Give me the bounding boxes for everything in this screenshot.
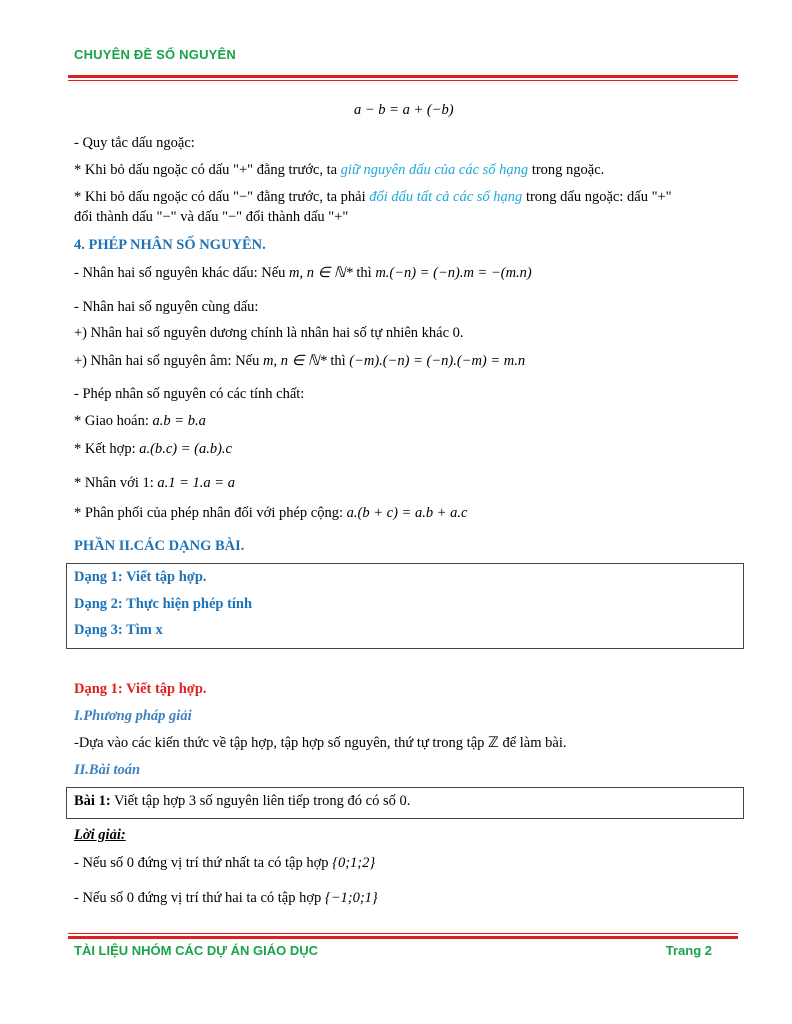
multiply-negative (74, 352, 525, 372)
formula-subtraction: a − b = a + (−b) (354, 102, 454, 118)
type-item: Dạng 2: Thực hiện phép tính (74, 596, 253, 612)
text: trong ngoặc. (528, 162, 605, 178)
footer-rule (68, 936, 738, 939)
text: * Khi bỏ dấu ngoặc có dấu "+" đằng trước, ta (74, 162, 341, 178)
multiply-properties: - Phép nhân số nguyên có các tính chất: (74, 386, 305, 402)
text: thì (352, 265, 376, 281)
highlight: đổi dấu tất cả các số hạng (369, 189, 523, 205)
bracket-rule-plus (74, 161, 604, 181)
bracket-rule-minus (74, 188, 672, 208)
text: +) Nhân hai số nguyên âm: Nếu (74, 353, 263, 369)
solution-line-1 (74, 854, 375, 874)
text: để làm bài. (498, 735, 567, 751)
multiply-same-sign: - Nhân hai số nguyên cùng dấu: (74, 299, 259, 315)
text: -Dựa vào các kiến thức về tập hợp, tập hợp số nguyên, thứ tự trong tập (74, 735, 489, 751)
text: - Nhân hai số nguyên khác dấu: Nếu (74, 265, 290, 281)
property-distributive (74, 504, 467, 524)
math: m, n ∈ ℕ* (289, 265, 353, 281)
multiply-diff-sign (74, 264, 532, 284)
header-rule (68, 75, 738, 78)
property-commutative (74, 412, 206, 432)
header-title: CHUYÊN ĐỀ SỐ NGUYÊN (74, 47, 236, 62)
highlight: giữ nguyên dấu của các số hạng (340, 162, 529, 178)
text: Viết tập hợp 3 số nguyên liên tiếp trong đó có số 0. (110, 793, 411, 809)
page-number: Trang 2 (665, 943, 712, 958)
math: a.(b.c) = (a.b).c (139, 441, 232, 457)
problem-box (66, 787, 744, 819)
text: * Phân phối của phép nhân đối với phép cộng: (74, 505, 347, 521)
math: {0;1;2} (332, 855, 376, 871)
math: m, n ∈ ℕ* (262, 353, 327, 369)
type-item: Dạng 1: Viết tập hợp. (74, 569, 207, 585)
solution-title: Lời giải: (74, 827, 126, 843)
math: ℤ (488, 735, 499, 751)
method-title: I.Phương pháp giải (74, 708, 192, 724)
type1-title: Dạng 1: Viết tập hợp. (74, 681, 207, 697)
text: * Khi bỏ dấu ngoặc có dấu "−" đằng trước, ta phải (74, 189, 370, 205)
bracket-rule-title: - Quy tắc dấu ngoặc: (74, 135, 195, 151)
types-box (66, 563, 744, 649)
header-rule-thin (68, 80, 738, 81)
method-text (74, 734, 566, 754)
math: {−1;0;1} (324, 890, 378, 906)
property-identity (74, 474, 235, 494)
part-2-title: PHẦN II.CÁC DẠNG BÀI. (74, 538, 245, 554)
math: a.1 = 1.a = a (157, 475, 235, 491)
math: a.(b + c) = a.b + a.c (346, 505, 468, 521)
text: trong dấu ngoặc: dấu "+" (522, 189, 672, 205)
footer-left: TÀI LIỆU NHÓM CÁC DỰ ÁN GIÁO DỤC (74, 943, 319, 958)
text: - Nếu số 0 đứng vị trí thứ hai ta có tập hợp (74, 890, 325, 906)
text: * Kết hợp: (74, 441, 140, 457)
math: m.(−n) = (−n).m = −(m.n) (375, 265, 532, 281)
multiply-positive: +) Nhân hai số nguyên dương chính là nhân hai số tự nhiên khác 0. (74, 325, 464, 341)
text: * Giao hoán: (74, 413, 153, 429)
solution-line-2 (74, 889, 378, 909)
problem-label: Bài 1: (74, 793, 111, 809)
property-associative (74, 440, 232, 460)
footer-rule-thin (68, 933, 738, 934)
section-4-title: 4. PHÉP NHÂN SỐ NGUYÊN. (74, 237, 266, 253)
text: * Nhân với 1: (74, 475, 158, 491)
problem-1 (74, 793, 410, 810)
bracket-rule-minus-cont: đổi thành dấu "−" và dấu "−" đổi thành dấu "+" (74, 209, 349, 225)
math: a.b = b.a (152, 413, 206, 429)
problems-title: II.Bài toán (74, 762, 141, 778)
type-item: Dạng 3: Tìm x (74, 622, 163, 638)
math: (−m).(−n) = (−n).(−m) = m.n (349, 353, 526, 369)
text: thì (326, 353, 350, 369)
text: - Nếu số 0 đứng vị trí thứ nhất ta có tập hợp (74, 855, 333, 871)
